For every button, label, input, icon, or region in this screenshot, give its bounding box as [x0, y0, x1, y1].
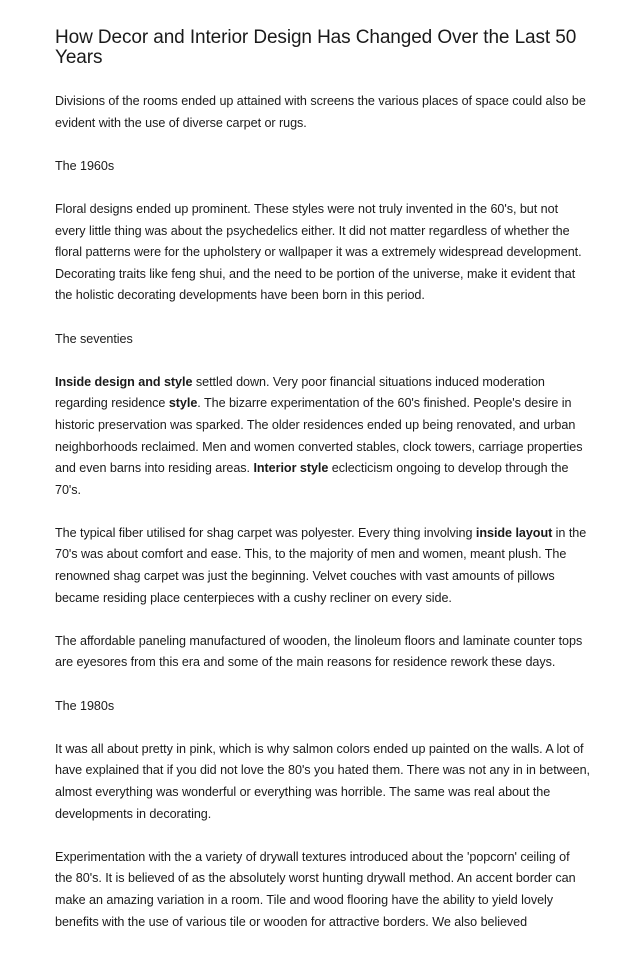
document-body — [55, 91, 590, 933]
paragraph — [55, 739, 590, 825]
text-run: Divisions of the rooms ended up attained with screens the various places of space could also be evident with the use of diverse carpet or rugs. — [55, 94, 586, 130]
bold-phrase: style — [168, 396, 198, 411]
paragraph — [55, 329, 590, 351]
text-run: settled down. Very poor financial situations induced moderation regarding residence — [55, 374, 545, 411]
paragraph — [55, 199, 590, 307]
paragraph — [55, 372, 590, 502]
text-run: Experimentation with the a variety of drywall textures introduced about the 'popcorn' ceiling of the 80's. It is believed of as the absolutely worst hunting drywall method. An accent border can make an amazing variation in a room. Tile and wood flooring have the ability to yield lovely benefits with the use of various tile or wooden for attractive borders. We also believed — [55, 849, 576, 929]
text-run: . The bizarre experimentation of the 60's finished. People's desire in historic preservation was sparked. The older residences ended up being renovated, and urban neighborhoods reclaimed. Men and women converted stables, clock towers, carriage properties and even barns into residing areas. — [55, 396, 583, 476]
text-run: eclecticism ongoing to develop through the 70's. — [55, 461, 569, 497]
text-run: The seventies — [55, 331, 133, 346]
document-page — [55, 28, 590, 955]
paragraph — [55, 696, 590, 718]
paragraph — [55, 523, 590, 609]
text-run: It was all about pretty in pink, which is why salmon colors ended up painted on the walls. A lot of have explained that if you did not love the 80's you hated them. There was not any in in between, almost everything was wonderful or everything was horrible. The same was real about the developments in decorating. — [55, 741, 591, 821]
bold-phrase: Inside design and style — [55, 374, 193, 389]
text-run: The 1960s — [55, 158, 115, 173]
text-run: in the 70's was about comfort and ease. This, to the majority of men and women, meant plush. The renowned shag carpet was just the beginning. Velvet couches with vast amounts of pillows became residing place centerpieces with a cushy recliner on every side. — [55, 525, 587, 605]
text-run: The 1980s — [55, 698, 115, 713]
text-run: The affordable paneling manufactured of wooden, the linoleum floors and laminate counter tops are eyesores from this era and some of the main reasons for residence rework these days. — [55, 633, 583, 670]
text-run: Floral designs ended up prominent. These styles were not truly invented in the 60's, but not every little thing was about the psychedelics either. It did not matter regardless of whether the floral patterns were for the upholstery or wallpaper it was a extremely widespread development. Decorating traits like feng shui, and the need to be portion of the universe, make it evident that the holistic decorating developments have been born in this period. — [55, 201, 582, 303]
paragraph — [55, 847, 590, 933]
paragraph — [55, 91, 590, 134]
text-run: The typical fiber utilised for shag carpet was polyester. Every thing involving — [55, 525, 476, 540]
document-title: How Decor and Interior Design Has Changed Over the Last 50 Years — [55, 27, 577, 68]
bold-phrase: inside layout — [475, 525, 553, 540]
bold-phrase: Interior style — [253, 461, 329, 476]
paragraph — [55, 631, 590, 674]
paragraph — [55, 156, 590, 178]
